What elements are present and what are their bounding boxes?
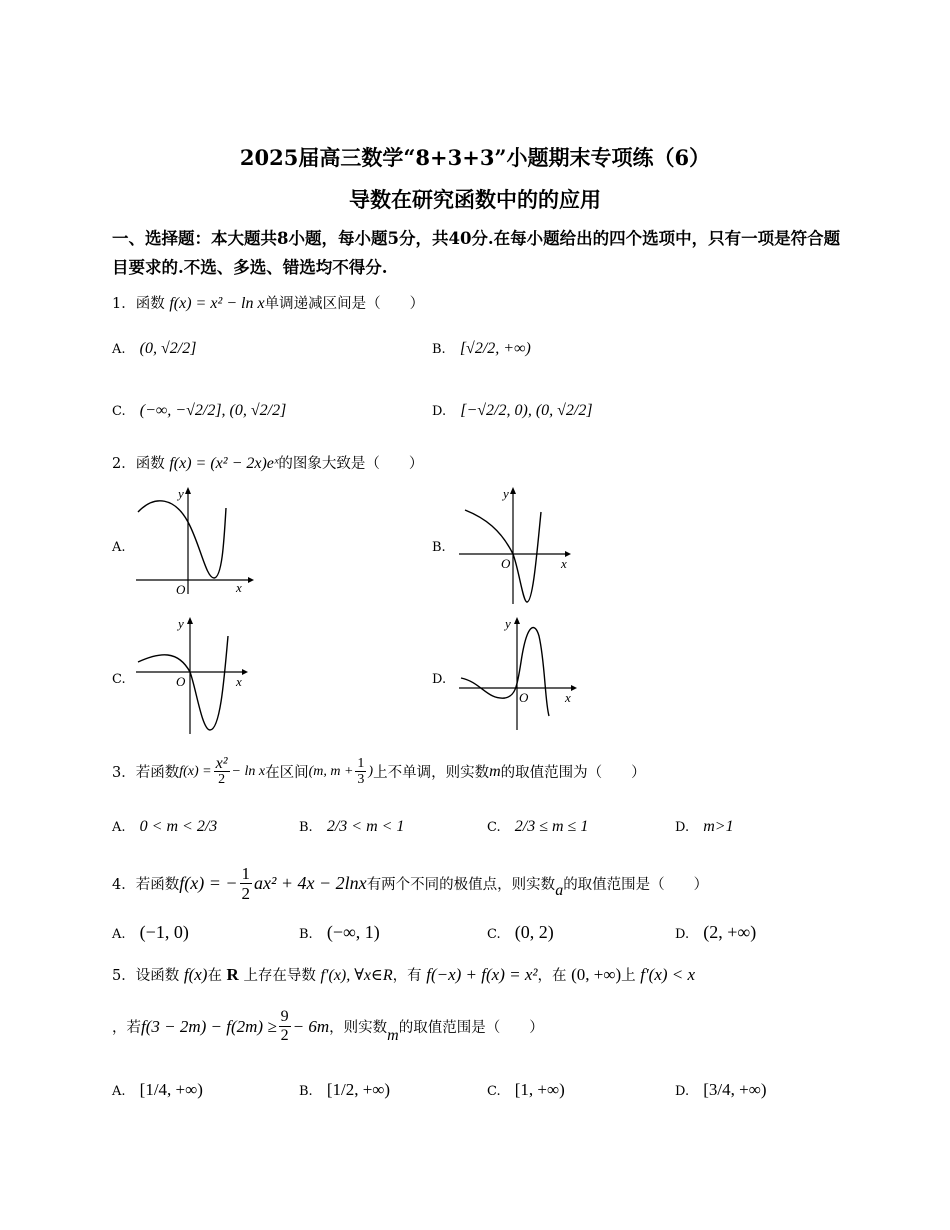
origin-label: O xyxy=(519,690,529,705)
q3-option-c-label: C. xyxy=(487,820,501,835)
q3-option-b-text: 2/3 < m < 1 xyxy=(326,818,405,835)
q3-mid: 在区间 xyxy=(265,765,309,781)
q3-suffix2: 的取值范围为（ ） xyxy=(500,765,646,781)
y-label: y xyxy=(503,486,509,501)
q5-option-b-text: [1/2, +∞) xyxy=(326,1080,391,1099)
q4-option-a-label: A. xyxy=(112,927,126,942)
q1-number: 1． xyxy=(112,296,136,312)
q2-suffix: 的图象大致是（ ） xyxy=(278,456,424,472)
q1-option-a[interactable] xyxy=(112,340,196,358)
q1-option-b[interactable] xyxy=(432,340,531,358)
q3-option-b-label: B. xyxy=(299,820,313,835)
q1-option-d-label: D. xyxy=(432,404,447,419)
q3-interval-a: (m, m + xyxy=(308,763,354,779)
q3-option-a-label: A. xyxy=(112,820,126,835)
q5-eq: f(−x) + f(x) = x² xyxy=(426,965,538,984)
origin-label: O xyxy=(176,674,186,689)
q3-option-d[interactable] xyxy=(675,818,734,836)
q5-cond-frac-num: 9 xyxy=(280,1008,289,1025)
q5-R: R xyxy=(226,965,239,984)
q2-function: f(x) = (x² − 2x)eˣ xyxy=(169,455,279,472)
q5-option-a-label: A. xyxy=(112,1084,126,1099)
q5-deriv: f′(x), ∀x∈R xyxy=(320,967,393,984)
q1-option-c-label: C. xyxy=(112,404,126,419)
q3-func-frac xyxy=(214,756,230,787)
section-heading: 一、选择题：本大题共8小题，每小题5分，共40分.在每小题给出的四个选项中，只有一项是符合题目要求的.不选、多选、错选均不得分. xyxy=(112,229,841,277)
q3-option-a-text: 0 < m < 2/3 xyxy=(139,818,218,835)
q1-option-d[interactable] xyxy=(432,402,593,420)
q3-option-a[interactable] xyxy=(112,818,217,836)
q2-graph-d xyxy=(455,612,585,736)
q5-cond-frac xyxy=(279,1008,291,1045)
origin-label: O xyxy=(176,582,186,597)
q4-suffix2: 的取值范围是（ ） xyxy=(563,877,709,893)
q4-option-c-text: (0, 2) xyxy=(514,922,554,942)
q3-interval-frac-den: 3 xyxy=(357,772,365,787)
q5-line2-suffix: 的取值范围是（ ） xyxy=(398,1020,544,1036)
q3-func-b: − ln x xyxy=(231,763,266,779)
q3-prefix: 若函数 xyxy=(135,765,180,781)
y-axis-arrow xyxy=(187,617,193,624)
q5-option-d-label: D. xyxy=(675,1084,690,1099)
x-axis-arrow xyxy=(571,685,577,691)
q4-option-c[interactable] xyxy=(487,922,554,943)
y-axis-arrow xyxy=(510,487,516,494)
q5-t2: 上存在导数 xyxy=(243,968,316,984)
q1-option-a-text: (0, √2/2] xyxy=(139,340,197,357)
q5-t3: ，有 xyxy=(392,968,422,984)
q4-option-b-label: B. xyxy=(299,927,313,942)
q3-var: m xyxy=(489,762,501,780)
q1-prefix: 函数 xyxy=(135,296,165,312)
q4-func-b: ax² + 4x − 2lnx xyxy=(254,873,367,893)
q5-t4: ，在 xyxy=(537,968,567,984)
y-label: y xyxy=(178,486,184,501)
question-3 xyxy=(112,756,646,787)
q3-interval-frac xyxy=(355,756,366,787)
q2-graph-c xyxy=(130,612,260,736)
q4-option-c-label: C. xyxy=(487,927,501,942)
q5-cond-b: − 6m xyxy=(292,1016,330,1036)
q4-func-frac-den: 2 xyxy=(241,884,251,903)
q5-option-d-text: [3/4, +∞) xyxy=(703,1080,767,1099)
x-label: x xyxy=(236,580,242,595)
y-label: y xyxy=(178,616,184,631)
curve xyxy=(461,628,549,716)
q5-option-b-label: B. xyxy=(299,1084,313,1099)
q4-option-d-label: D. xyxy=(675,927,690,942)
question-5-line-1 xyxy=(112,964,695,985)
x-axis-arrow xyxy=(248,577,254,583)
q5-var: m xyxy=(387,1026,399,1044)
q3-interval-frac-num: 1 xyxy=(357,756,365,771)
q4-func-frac xyxy=(240,864,253,903)
q5-t5: 上 xyxy=(621,968,636,984)
x-axis-arrow xyxy=(242,669,248,675)
q2-graph-a xyxy=(130,482,260,600)
page-subtitle: 导数在研究函数中的的应用 xyxy=(349,187,601,212)
q1-option-d-text: [−√2/2, 0), (0, √2/2] xyxy=(460,402,593,419)
q3-func-frac-num: x² xyxy=(215,755,228,772)
q4-option-a-text: (−1, 0) xyxy=(139,922,189,942)
q5-option-c[interactable] xyxy=(487,1080,565,1100)
y-axis-arrow xyxy=(514,617,520,624)
question-1 xyxy=(112,292,424,313)
q1-option-c-text: (−∞, −√2/2], (0, √2/2] xyxy=(139,402,287,419)
curve xyxy=(138,501,226,578)
q4-option-b-text: (−∞, 1) xyxy=(326,922,380,942)
q3-option-c[interactable] xyxy=(487,818,588,836)
q4-func-a: f(x) = − xyxy=(179,873,238,893)
q3-suffix: 上不单调，则实数 xyxy=(373,765,490,781)
q5-option-a[interactable] xyxy=(112,1080,203,1100)
origin-label: O xyxy=(501,556,511,571)
q4-option-d[interactable] xyxy=(675,922,756,943)
q3-option-d-label: D. xyxy=(675,820,690,835)
q4-prefix: 若函数 xyxy=(135,877,180,893)
q1-option-c[interactable] xyxy=(112,402,286,420)
q5-interval: (0, +∞) xyxy=(571,965,622,984)
q1-function: f(x) = x² − ln x xyxy=(169,295,265,312)
q2-option-d[interactable]: D. xyxy=(432,672,447,687)
q4-suffix: 有两个不同的极值点，则实数 xyxy=(366,877,556,893)
q3-option-d-text: m>1 xyxy=(703,818,734,835)
y-label: y xyxy=(505,616,511,631)
q3-option-b[interactable] xyxy=(299,818,404,836)
q2-option-c[interactable]: C. xyxy=(112,672,126,687)
q5-line2-mid: ，则实数 xyxy=(329,1020,388,1036)
q5-line2-prefix: ，若 xyxy=(112,1020,141,1036)
question-4 xyxy=(112,864,708,903)
q3-func-a: f(x) = xyxy=(179,763,212,779)
q4-option-a[interactable] xyxy=(112,922,189,943)
q3-interval-b: ) xyxy=(368,763,374,779)
x-label: x xyxy=(565,690,571,705)
q2-option-b[interactable]: B. xyxy=(432,540,446,555)
q5-cond-a: f(3 − 2m) − f(2m) ≥ xyxy=(141,1016,277,1036)
q4-number: 4． xyxy=(112,877,136,893)
y-axis-arrow xyxy=(185,487,191,494)
q5-option-c-label: C. xyxy=(487,1084,501,1099)
q2-prefix: 函数 xyxy=(135,456,165,472)
q5-option-b[interactable] xyxy=(299,1080,390,1100)
q1-option-b-label: B. xyxy=(432,342,446,357)
q5-t1: 在 xyxy=(207,968,222,984)
question-2 xyxy=(112,452,423,473)
q5-option-d[interactable] xyxy=(675,1080,767,1100)
q3-number: 3． xyxy=(112,765,136,781)
q5-option-c-text: [1, +∞) xyxy=(514,1080,565,1099)
x-label: x xyxy=(236,674,242,689)
q5-number: 5． xyxy=(112,968,136,984)
q1-option-a-label: A. xyxy=(112,342,126,357)
q5-prefix: 设函数 xyxy=(135,968,180,984)
q5-fx: f(x) xyxy=(183,965,208,984)
x-label: x xyxy=(561,556,567,571)
q2-option-a[interactable]: A. xyxy=(112,540,126,555)
q4-option-b[interactable] xyxy=(299,922,380,943)
q5-ineq: f′(x) < x xyxy=(640,965,696,984)
q3-func-frac-den: 2 xyxy=(218,772,226,787)
q5-cond-frac-den: 2 xyxy=(280,1027,289,1044)
q4-func-frac-num: 1 xyxy=(241,864,251,883)
q1-option-b-text: [√2/2, +∞) xyxy=(459,340,531,357)
page-title: 2025届高三数学“8+3+3”小题期末专项练（6） xyxy=(239,145,711,170)
q2-graph-b xyxy=(455,482,585,608)
q2-number: 2． xyxy=(112,456,136,472)
q3-option-c-text: 2/3 ≤ m ≤ 1 xyxy=(514,818,589,835)
q5-option-a-text: [1/4, +∞) xyxy=(139,1080,203,1099)
q4-var: a xyxy=(555,881,564,899)
q1-suffix: 单调递减区间是（ ） xyxy=(264,296,425,312)
q4-option-d-text: (2, +∞) xyxy=(703,922,757,942)
question-5-line-2 xyxy=(112,1008,544,1045)
